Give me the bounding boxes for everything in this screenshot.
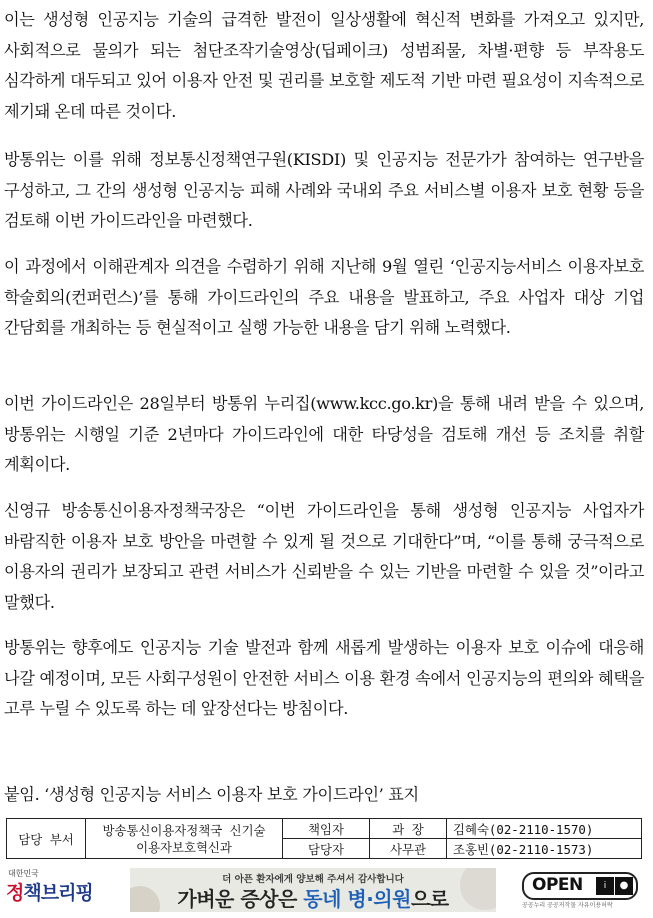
paragraph-5: 신영규 방송통신이용자정책국장은 “이번 가이드라인을 통해 생성형 인공지능 사업자가 바람직한 이용자 보호 방안을 마련할 수 있게 될 것으로 기대한다”며, “이를 통해 궁극적으로 이용자의 권리가 보장되고 관련 서비스가 신뢰받을 수 있는 기반을 마련할 수 있을 것”이라고 말했다. (4, 501, 644, 612)
role-cell: 책임자 (283, 819, 370, 839)
position-cell: 과 장 (370, 819, 447, 839)
dept-unit-line1: 방송통신이용자정책국 신기술 (102, 822, 266, 838)
logo-caption: 대한민국 (8, 869, 39, 878)
dept-label: 담당 부서 (7, 819, 86, 859)
dept-unit (86, 819, 283, 859)
kogl-open-license[interactable] (522, 872, 634, 909)
open-badge-frame (522, 872, 638, 900)
attribution-icon: i (596, 877, 614, 895)
paragraph-1: 이는 생성형 인공지능 기술의 급격한 발전이 일상생활에 혁신적 변화를 가져오고 있지만, 사회적으로 물의가 되는 첨단조작기술영상(딥페이크) 성범죄물, 차별·편향 등 부작용도 심각하게 대두되고 있어 이용자 안전 및 권리를 보호할 제도적 기반 마련 필요성이 지속적으로 제기돼 온데 따른 것이다. (4, 10, 644, 121)
paragraph-3: 이 과정에서 이해관계자 의견을 수렴하기 위해 지난해 9월 열린 ‘인공지능서비스 이용자보호 학술회의(컨퍼런스)’를 통해 가이드라인의 주요 내용을 발표하고, 주요 사업자 대상 기업 간담회를 개최하는 등 현실적이고 실행 가능한 내용을 담기 위해 노력했다. (4, 257, 644, 337)
paragraph-4: 이번 가이드라인은 28일부터 방통위 누리집(www.kcc.go.kr)을 통해 내려 받을 수 있으며, 방통위는 시행일 기준 2년마다 가이드라인에 대한 타당성을 검토해 개선 등 조치를 취할 계획이다. (4, 394, 644, 474)
open-wordmark: OPEN (532, 875, 583, 895)
banner-subtitle: 더 아픈 환자에게 양보해 주셔서 감사합니다 (222, 874, 404, 885)
name-phone-cell: 김혜숙(02-2110-1570) (447, 819, 642, 839)
banner-headline: 가벼운 증상은 동네 병·의원으로 (177, 887, 449, 911)
paragraph-2: 방통위는 이를 위해 정보통신정책연구원(KISDI) 및 인공지능 전문가가 참여하는 연구반을 구성하고, 그 간의 생성형 인공지능 피해 사례와 국내외 주요 서비스별 이용자 보호 현황 등을 검토해 이번 가이드라인을 마련했다. (4, 150, 644, 230)
person-icon: ● (615, 877, 633, 895)
attachment-note: 붙임. ‘생성형 인공지능 서비스 이용자 보호 가이드라인’ 표지 (4, 785, 419, 804)
dept-unit-line2: 이용자보호혁신과 (136, 839, 232, 855)
logo-wordmark: 정책브리핑 (6, 882, 93, 904)
footer (0, 866, 653, 916)
name-phone-cell: 조홍빈(02-2110-1573) (447, 839, 642, 859)
position-cell: 사무관 (370, 839, 447, 859)
policy-briefing-logo[interactable] (6, 868, 101, 912)
paragraph-6: 방통위는 향후에도 인공지능 기술 발전과 함께 새롭게 발생하는 이용자 보호 이슈에 대응해 나갈 예정이며, 모든 사회구성원이 안전한 서비스 이용 환경 속에서 인공지능의 편의와 혜택을 고루 누릴 수 있도록 하는 데 앞장선다는 방침이다. (4, 638, 644, 718)
role-cell: 담당자 (283, 839, 370, 859)
contact-row (7, 819, 642, 839)
open-caption: 공공누리 공공저작물 자유이용허락 (522, 902, 613, 909)
contact-table (6, 818, 642, 859)
campaign-banner[interactable] (130, 868, 496, 912)
